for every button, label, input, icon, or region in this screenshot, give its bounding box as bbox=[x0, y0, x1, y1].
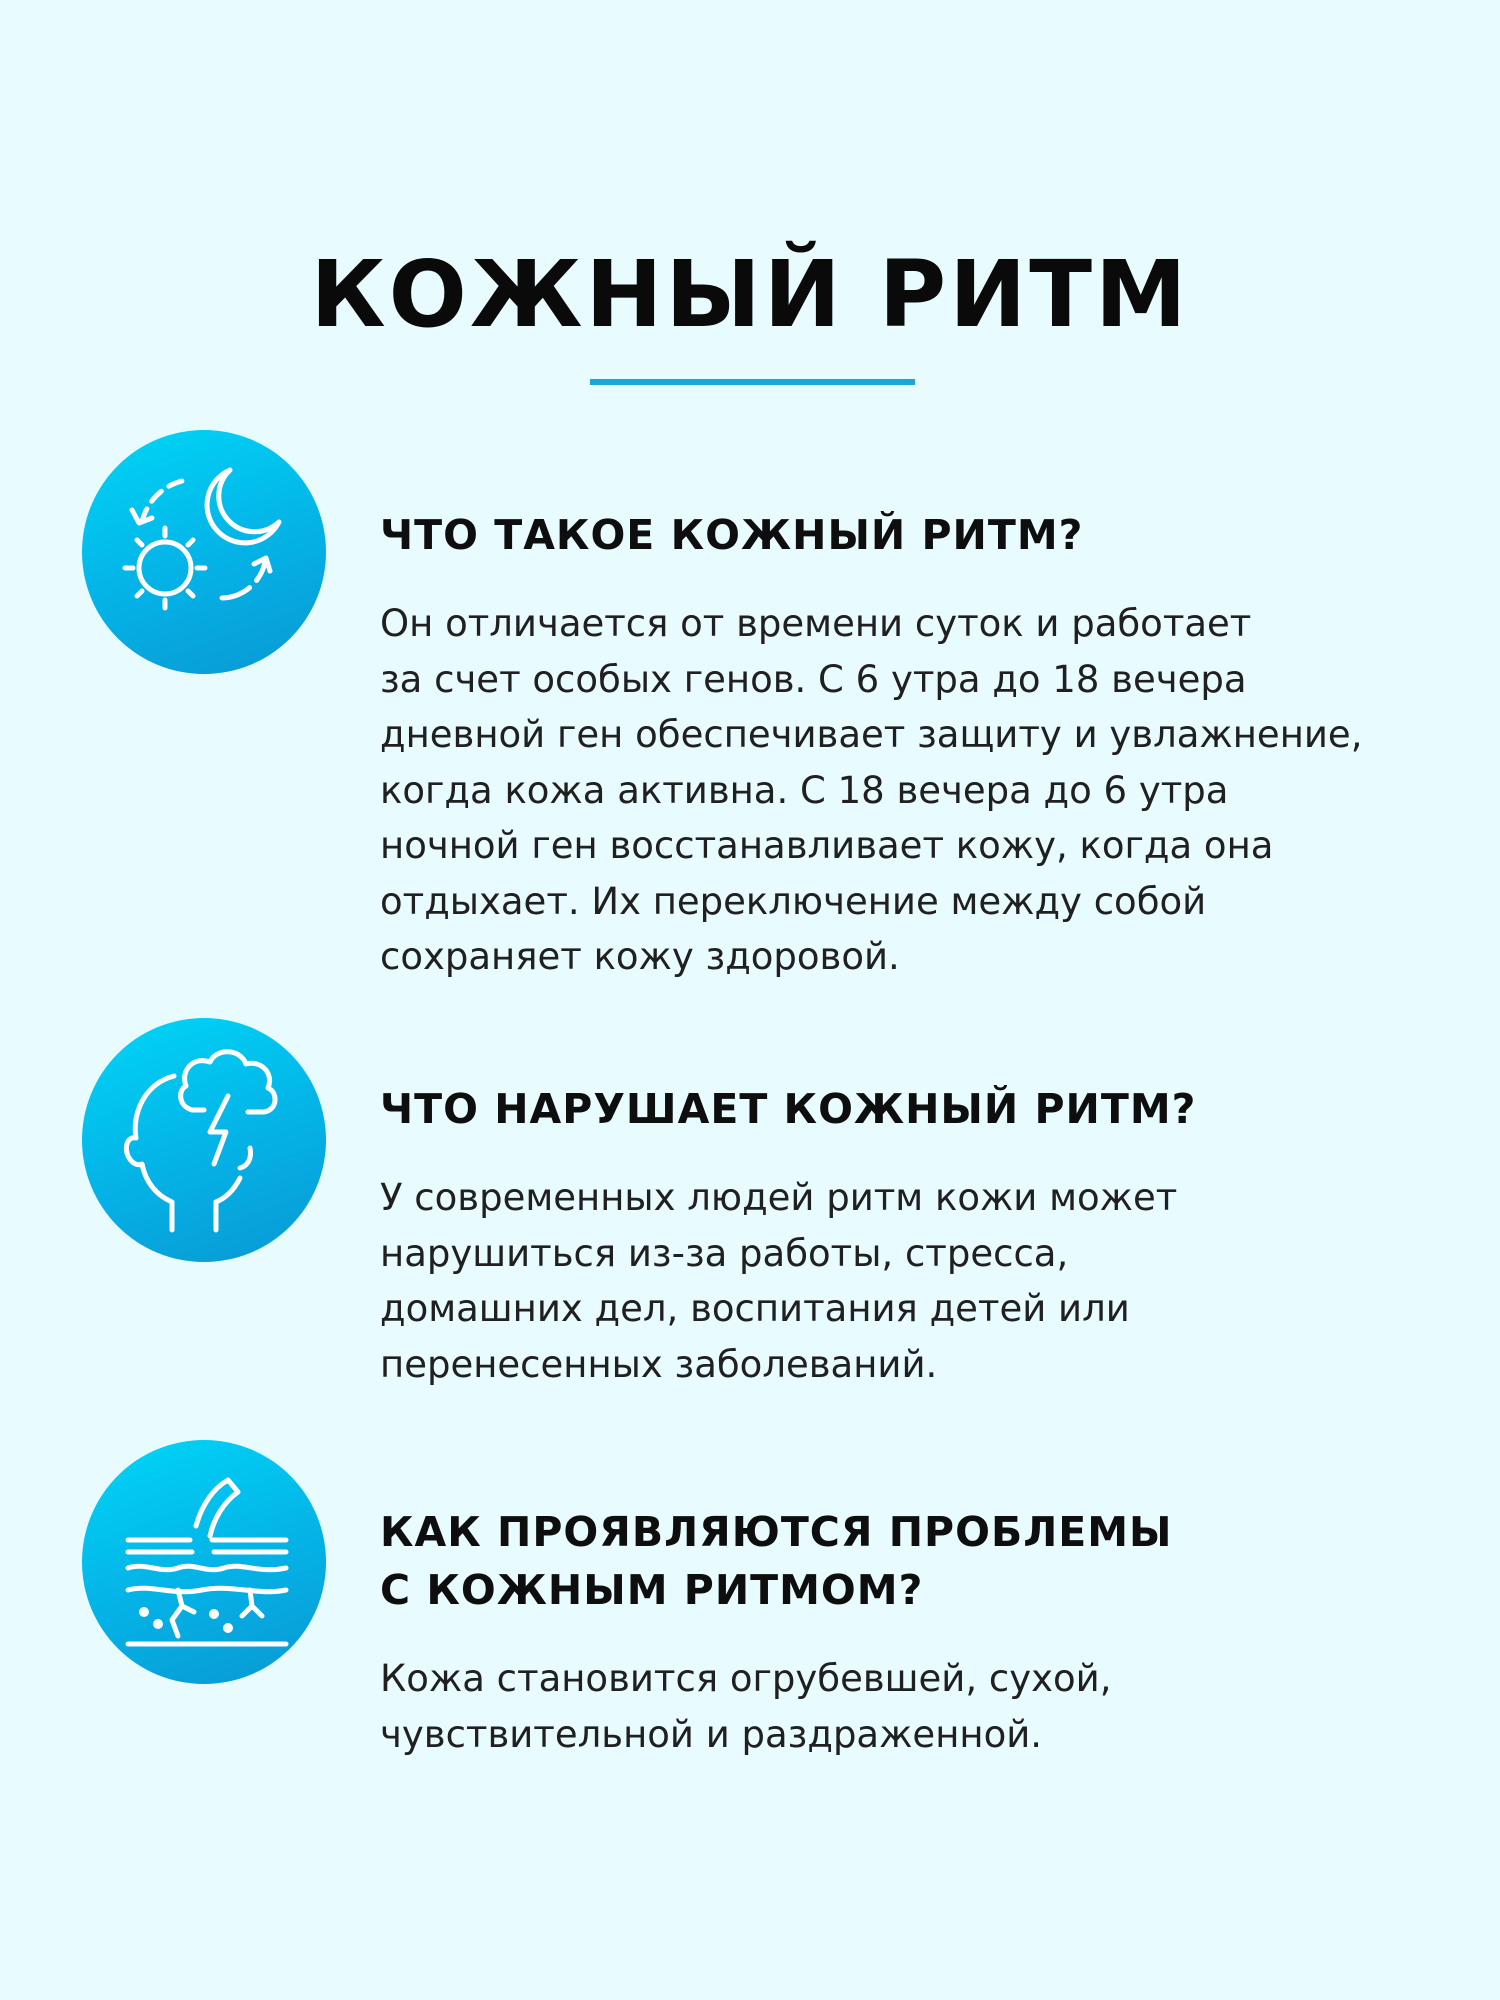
body-line: Он отличается от времени суток и работает bbox=[380, 602, 1252, 645]
heading-line: КАК ПРОЯВЛЯЮТСЯ ПРОБЛЕМЫ bbox=[380, 1508, 1173, 1556]
page-title: КОЖНЫЙ РИТМ bbox=[310, 241, 1190, 348]
body-line: ночной ген восстанавливает кожу, когда она bbox=[380, 824, 1274, 867]
section-how-manifests bbox=[380, 1503, 1460, 1762]
body-line: Кожа становится огрубевшей, сухой, bbox=[380, 1657, 1112, 1700]
section-body bbox=[380, 1170, 1460, 1392]
body-line: домашних дел, воспитания детей или bbox=[380, 1287, 1130, 1330]
section-what-is bbox=[380, 506, 1460, 985]
heading-line: ЧТО НАРУШАЕТ КОЖНЫЙ РИТМ? bbox=[380, 1085, 1197, 1133]
section-heading bbox=[380, 1503, 1460, 1619]
body-line: чувствительной и раздраженной. bbox=[380, 1712, 1043, 1756]
section-what-disrupts bbox=[380, 1080, 1460, 1392]
section-heading bbox=[380, 1080, 1460, 1138]
icon-circle-3 bbox=[82, 1440, 326, 1684]
body-line: отдыхает. Их переключение между собой bbox=[380, 879, 1207, 923]
section-body bbox=[380, 596, 1460, 985]
day-night-cycle-icon bbox=[82, 430, 326, 674]
heading-line: ЧТО ТАКОЕ КОЖНЫЙ РИТМ? bbox=[380, 511, 1084, 559]
damaged-skin-layers-icon bbox=[82, 1440, 326, 1684]
body-line: У современных людей ритм кожи может bbox=[380, 1176, 1178, 1219]
section-body bbox=[380, 1651, 1460, 1762]
body-line: дневной ген обеспечивает защиту и увлажнение, bbox=[380, 713, 1363, 756]
body-line: нарушиться из-за работы, стресса, bbox=[380, 1231, 1069, 1275]
body-line: сохраняет кожу здоровой. bbox=[380, 935, 900, 978]
body-line: за счет особых генов. С 6 утра до 18 вечера bbox=[380, 657, 1247, 701]
stressed-head-icon bbox=[82, 1018, 326, 1262]
body-line: перенесенных заболеваний. bbox=[380, 1342, 938, 1386]
icon-circle-2 bbox=[82, 1018, 326, 1262]
icon-circle-1 bbox=[82, 430, 326, 674]
section-heading bbox=[380, 506, 1460, 564]
heading-line: С КОЖНЫМ РИТМОМ? bbox=[380, 1566, 924, 1614]
title-underline bbox=[590, 379, 915, 385]
body-line: когда кожа активна. С 18 вечера до 6 утра bbox=[380, 768, 1229, 812]
